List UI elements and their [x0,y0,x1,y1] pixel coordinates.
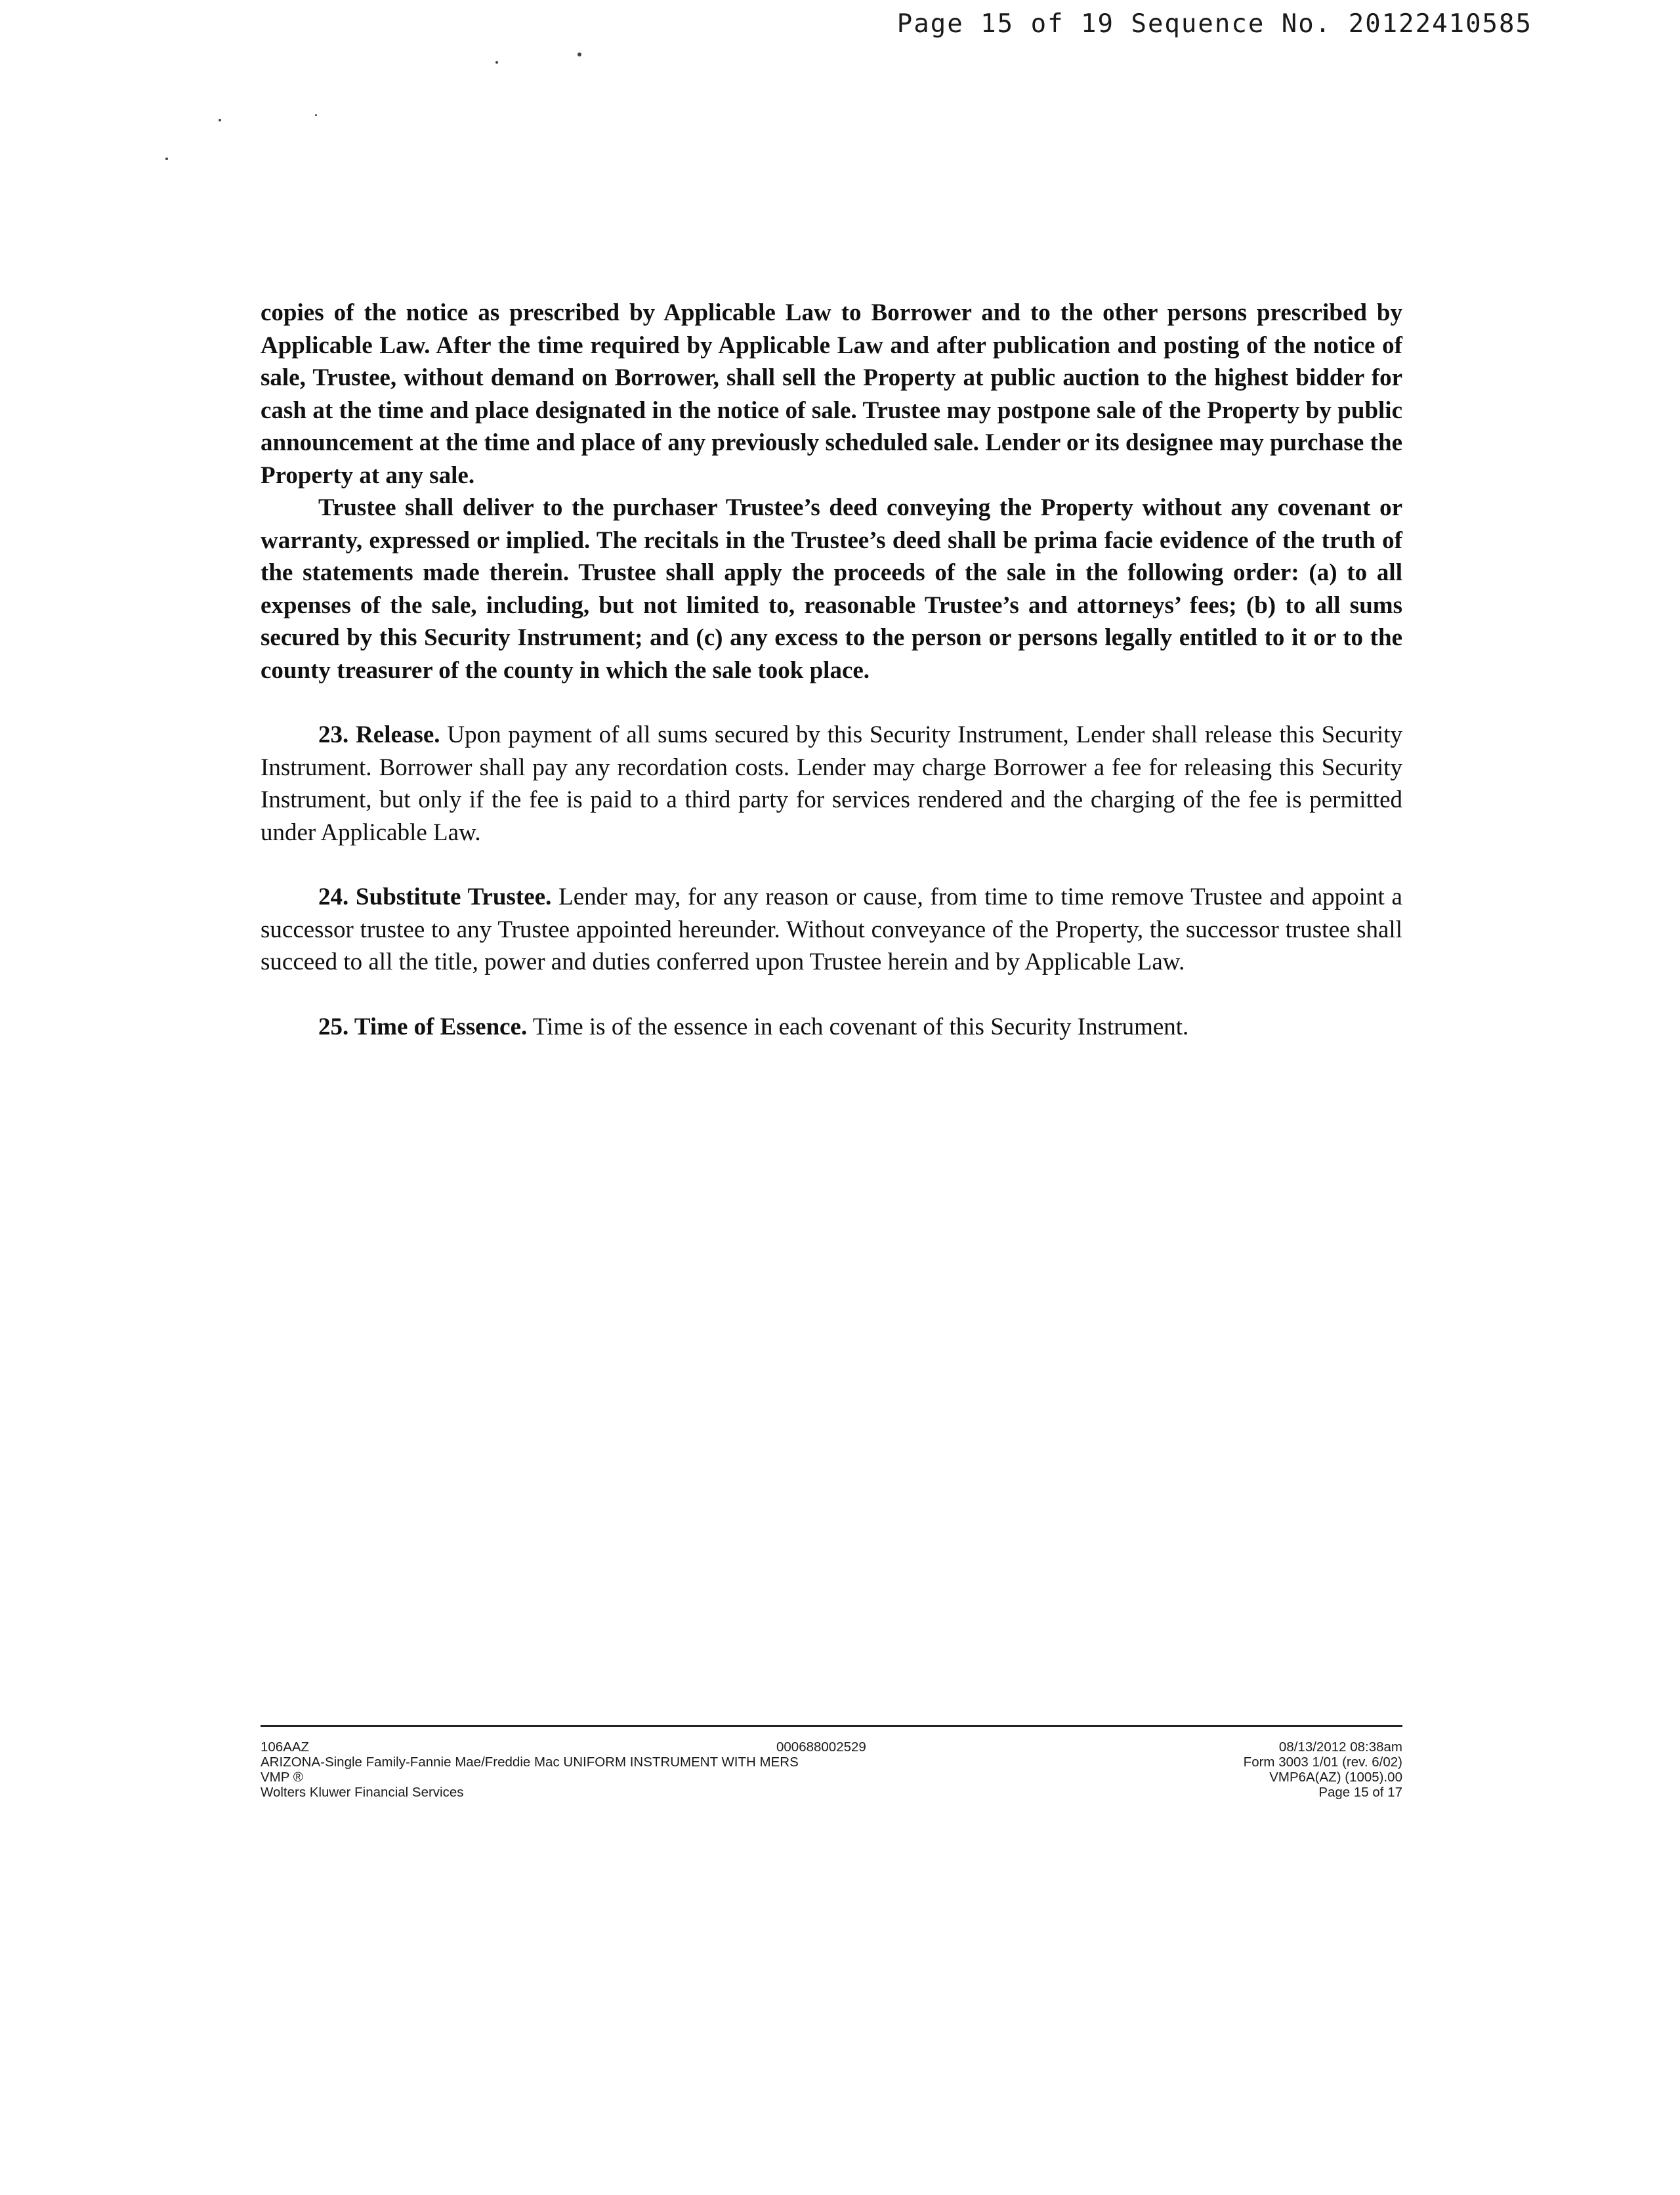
scan-speck [165,158,168,160]
section-text: Upon payment of all sums secured by this Security Instrument, Lender shall release this Security Instrument. Borrower shall pay any recordation costs. Lender may charge Borrower a fee for releasing this Security Instrument, but only if the fee is paid to a third party for services rendered and the charging of the fee is permitted under Applicable Law. [261,721,1402,846]
footer-left [261,1739,799,1800]
vmp-code: VMP6A(AZ) (1005).00 [1269,1770,1402,1785]
footer-page-number: Page 15 of 17 [1318,1785,1402,1800]
form-title: ARIZONA-Single Family-Fannie Mae/Freddie Mac UNIFORM INSTRUMENT WITH MERS [261,1755,799,1770]
section-text: Time is of the essence in each covenant of this Security Instrument. [532,1013,1189,1040]
footer-divider [261,1725,1402,1727]
section-heading: 25. Time of Essence. [318,1013,528,1040]
form-code: 106AAZ [261,1739,310,1755]
scan-speck [578,53,581,56]
section-24-substitute-trustee [261,881,1402,979]
timestamp: 08/13/2012 08:38am [1278,1739,1402,1755]
section-heading: 23. Release. [318,721,440,748]
loan-number: 000688002529 [776,1739,866,1755]
sale-notice-paragraph: copies of the notice as prescribed by Applicable Law to Borrower and to the other persons prescribed by Applicable Law. After the time required by Applicable Law and after publication and posting of the notice of sale, Trustee, without demand on Borrower, shall sell the Property at public auction to the highest bidder for cash at the time and place designated in the notice of sale. Trustee may postpone sale of the Property by public announcement at the time and place of any previously scheduled sale. Lender or its designee may purchase the Property at any sale. [261,299,1402,489]
form-footer [261,1739,1402,1818]
form-number: Form 3003 1/01 (rev. 6/02) [1243,1755,1402,1770]
section-25-time-of-essence [261,1011,1402,1044]
trustee-deed-paragraph: Trustee shall deliver to the purchaser Trustee’s deed conveying the Property without any covenant or warranty, expressed or implied. The recitals in the Trustee’s deed shall be prima facie evidence of the truth of the statements made therein. Trustee shall apply the proceeds of the sale in the following order: (a) to all expenses of the sale, including, but not limited to, reasonable Trustee’s and attorneys’ fees; (b) to all sums secured by this Security Instrument; and (c) any excess to the person or persons legally entitled to it or to the county treasurer of the county in which the sale took place. [261,494,1402,684]
section-heading: 24. Substitute Trustee. [318,884,552,910]
publisher: Wolters Kluwer Financial Services [261,1785,464,1800]
scan-speck [495,61,498,64]
section-23-release [261,719,1402,849]
document-body [261,297,1402,1043]
scan-speck [315,114,317,116]
section-text: Lender may, for any reason or cause, from time to time remove Trustee and appoint a successor trustee to any Trustee appointed hereunder. Without conveyance of the Property, the successor trustee shall succeed to all the title, power and duties conferred upon Trustee herein and by Applicable Law. [261,884,1402,975]
vmp-mark: VMP ® [261,1770,303,1785]
page-stamp: Page 15 of 19 Sequence No. 20122410585 [896,9,1532,39]
scan-speck [219,119,221,121]
footer-right [1244,1739,1402,1800]
